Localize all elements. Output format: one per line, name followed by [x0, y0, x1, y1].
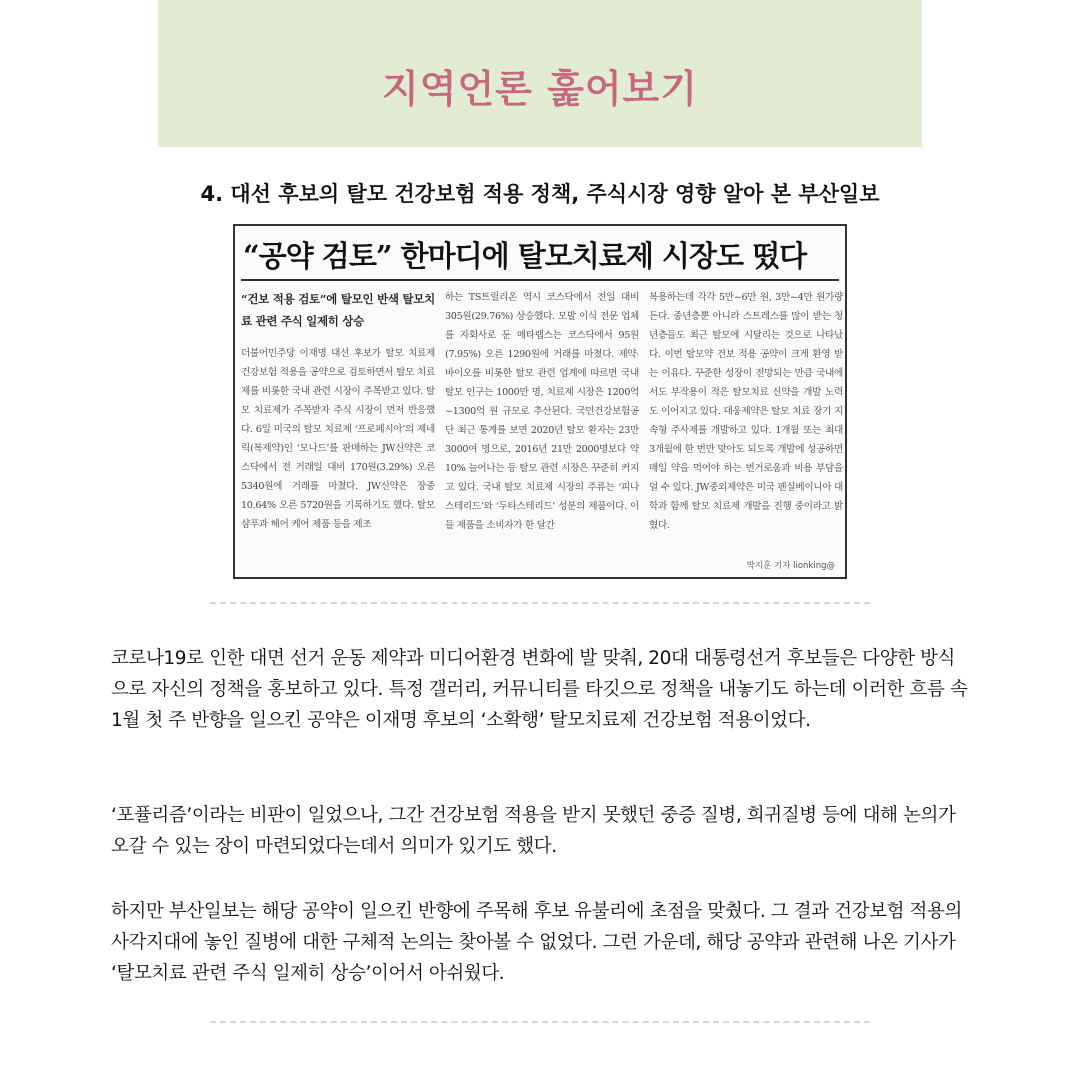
clipping-byline: 박지훈 기자 lionking@	[746, 561, 835, 571]
clipping-column-1-text: 더불어민주당 이재명 대선 후보가 탈모 치료제 건강보험 적용을 공약으로 검토하면서 탈모 치료제를 비롯한 국내 관련 시장이 주목받고 있다. 탈모 치료제가 주목받자 주식 시장이 먼저 반응했다. 6일 미국의 탈모 치료제 ‘프로페시아’의 제네릭(복제약)인 ‘모나드’를 판매하는 JW신약은 코스닥에서 전 거래일 대비 170원(3.29%) 오른 5340원에 거래를 마쳤다. JW신약은 장중 10.64% 오른 5720원을 기록하기도 했다. 탈모 샴푸과 헤어 케어 제품 등을 제조	[241, 348, 435, 530]
clipping-column-1	[241, 288, 435, 534]
clipping-column-3: 복용하는데 각각 5만~6만 원, 3만~4만 원가량 든다. 중년층뿐 아니라 스트레스를 많이 받는 청년층들도 최근 탈모에 시달리는 것으로 나타났다. 이번 탈모약 건보 적용 공약이 크게 환영 받는 이유다. 꾸준한 성장이 전망되는 만큼 국내에서도 부작용이 적은 탈모치료 신약을 개발 노력도 이어지고 있다. 대웅제약은 탈모 치료 장기 지속형 주사제를 개발하고 있다. 1개월 또는 최대 3개월에 한 번만 맞아도 되도록 개발에 성공하면 매일 약을 먹어야 하는 번거로움과 비용 부담을 덜 수 있다. JW중외제약은 미국 펜실베이니아 대학과 함께 탈모 치료제 개발을 진행 중이라고 밝혔다.	[649, 292, 843, 531]
paragraph-2: ‘포퓰리즘’이라는 비판이 일었으나, 그간 건강보험 적용을 받지 못했던 중증 질병, 희귀질병 등에 대해 논의가 오갈 수 있는 장이 마련되었다는데서 의미가 있기도 했다.	[111, 805, 956, 857]
title-banner	[158, 0, 922, 147]
dashed-divider-bottom	[210, 1021, 870, 1023]
paragraph-1: 코로나19로 인한 대면 선거 운동 제약과 미디어환경 변화에 발 맞춰, 20대 대통령선거 후보들은 다양한 방식으로 자신의 정책을 홍보하고 있다. 특정 갤러리, 커뮤니티를 타깃으로 정책을 내놓기도 하는데 이러한 흐름 속 1월 첫 주 반향을 일으킨 공약은 이재명 후보의 ‘소확행’ 탈모치료제 건강보험 적용이었다.	[111, 648, 968, 731]
dashed-divider-top	[210, 602, 870, 604]
clipping-subheadline: “건보 적용 검토”에 탈모인 반색 탈모치료 관련 주식 일제히 상승	[241, 292, 435, 328]
page-title: 지역언론 훑어보기	[382, 67, 698, 111]
section-heading: 4. 대선 후보의 탈모 건강보험 적용 정책, 주식시장 영향 알아 본 부산일보	[200, 182, 880, 206]
paragraph-3: 하지만 부산일보는 해당 공약이 일으킨 반향에 주목해 후보 유불리에 초점을 맞췄다. 그 결과 건강보험 적용의 사각지대에 놓인 질병에 대한 구체적 논의는 찾아볼 수 없었다. 그런 가운데, 해당 공약과 관련해 나온 기사가 ‘탈모치료 관련 주식 일제히 상승’이어서 아쉬웠다.	[111, 901, 962, 984]
newspaper-clipping	[233, 224, 847, 579]
headline-divider	[241, 279, 839, 281]
clipping-headline: “공약 검토” 한마디에 탈모치료제 시장도 떴다	[243, 239, 807, 273]
clipping-column-2: 하는 TS트릴리온 역시 코스닥에서 전일 대비 305원(29.76%) 상승했다. 모발 이식 전문 업체를 자회사로 둔 메타랩스는 코스닥에서 95원(7.95%) 오른 1290원에 거래를 마쳤다. 제약·바이오를 비롯한 탈모 관련 업계에 따르면 국내 탈모 인구는 1000만 명, 치료제 시장은 1200억~1300억 원 규모로 추산된다. 국민건강보험공단 최근 통계를 보면 2020년 탈모 환자는 23만 3000여 명으로, 2016년 21만 2000명보다 약 10% 늘어나는 등 탈모 관련 시장은 꾸준히 커지고 있다. 국내 탈모 치료제 시장의 주류는 ‘피나스테리드’와 ‘두타스테리드’ 성분의 제품이다. 이들 제품을 소비자가 한 달간	[445, 292, 639, 531]
